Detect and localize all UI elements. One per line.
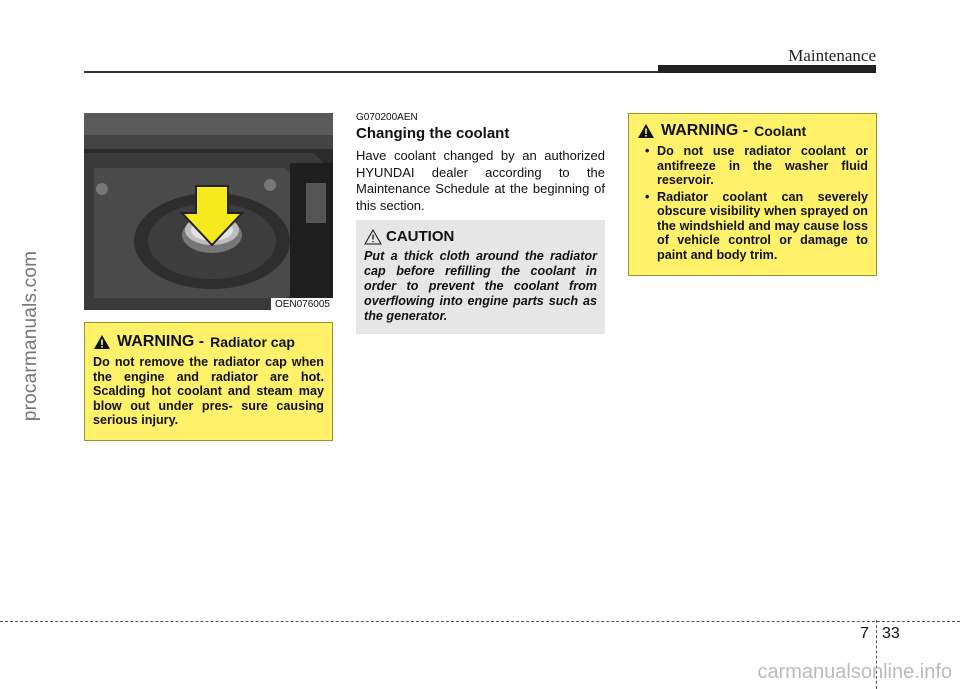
header-rule [84,71,660,73]
footer-rule [0,621,960,622]
warning-header [93,333,324,351]
section-title: Maintenance [788,46,876,65]
footer-watermark: carmanualsonline.info [757,661,952,683]
photo-code: OEN076005 [271,298,333,310]
engine-bay-illustration [84,113,333,310]
caution-box [356,220,605,334]
warning-triangle-icon [637,123,655,139]
radiator-cap-photo [84,113,333,310]
warning-header [637,122,868,140]
warning-lead: WARNING - [661,122,749,139]
header-bar [658,65,876,73]
page-number: 33 [882,625,900,642]
body-text: Have coolant changed by an authorized HYUNDAI dealer according to the Maintenance Schedule at the beginning of this section. [356,148,605,213]
warning-lead: WARNING - [117,333,205,350]
warning-list [637,144,868,262]
doc-code: G070200AEN [356,112,418,123]
warning-radiator-cap [84,322,333,441]
warning-text: Do not remove the radiator cap when the engine and radiator are hot. Scalding hot coolant and steam may blow out under pres- sure causing serious injury. [93,355,324,427]
list-item: • Do not use radiator coolant or antifreeze in the washer fluid reservoir. [657,144,868,188]
chapter-number: 7 [860,625,869,642]
section-heading: Changing the coolant [356,125,510,142]
caution-title: CAUTION [386,228,455,245]
list-item: • Radiator coolant can severely obscure visibility when sprayed on the windshield and may cause loss of vehicle control or damage to paint and body trim. [657,190,868,263]
caution-header [364,228,597,245]
caution-triangle-icon [364,229,382,245]
warning-coolant [628,113,877,276]
side-watermark: procarmanuals.com [20,250,41,422]
warning-subject: Coolant [754,123,807,139]
warning-triangle-icon [93,334,111,350]
warning-subject: Radiator cap [210,334,295,350]
caution-text: Put a thick cloth around the radiator cap before refilling the coolant in order to prevent the coolant from overflowing into engine parts such as the generator. [364,249,597,323]
